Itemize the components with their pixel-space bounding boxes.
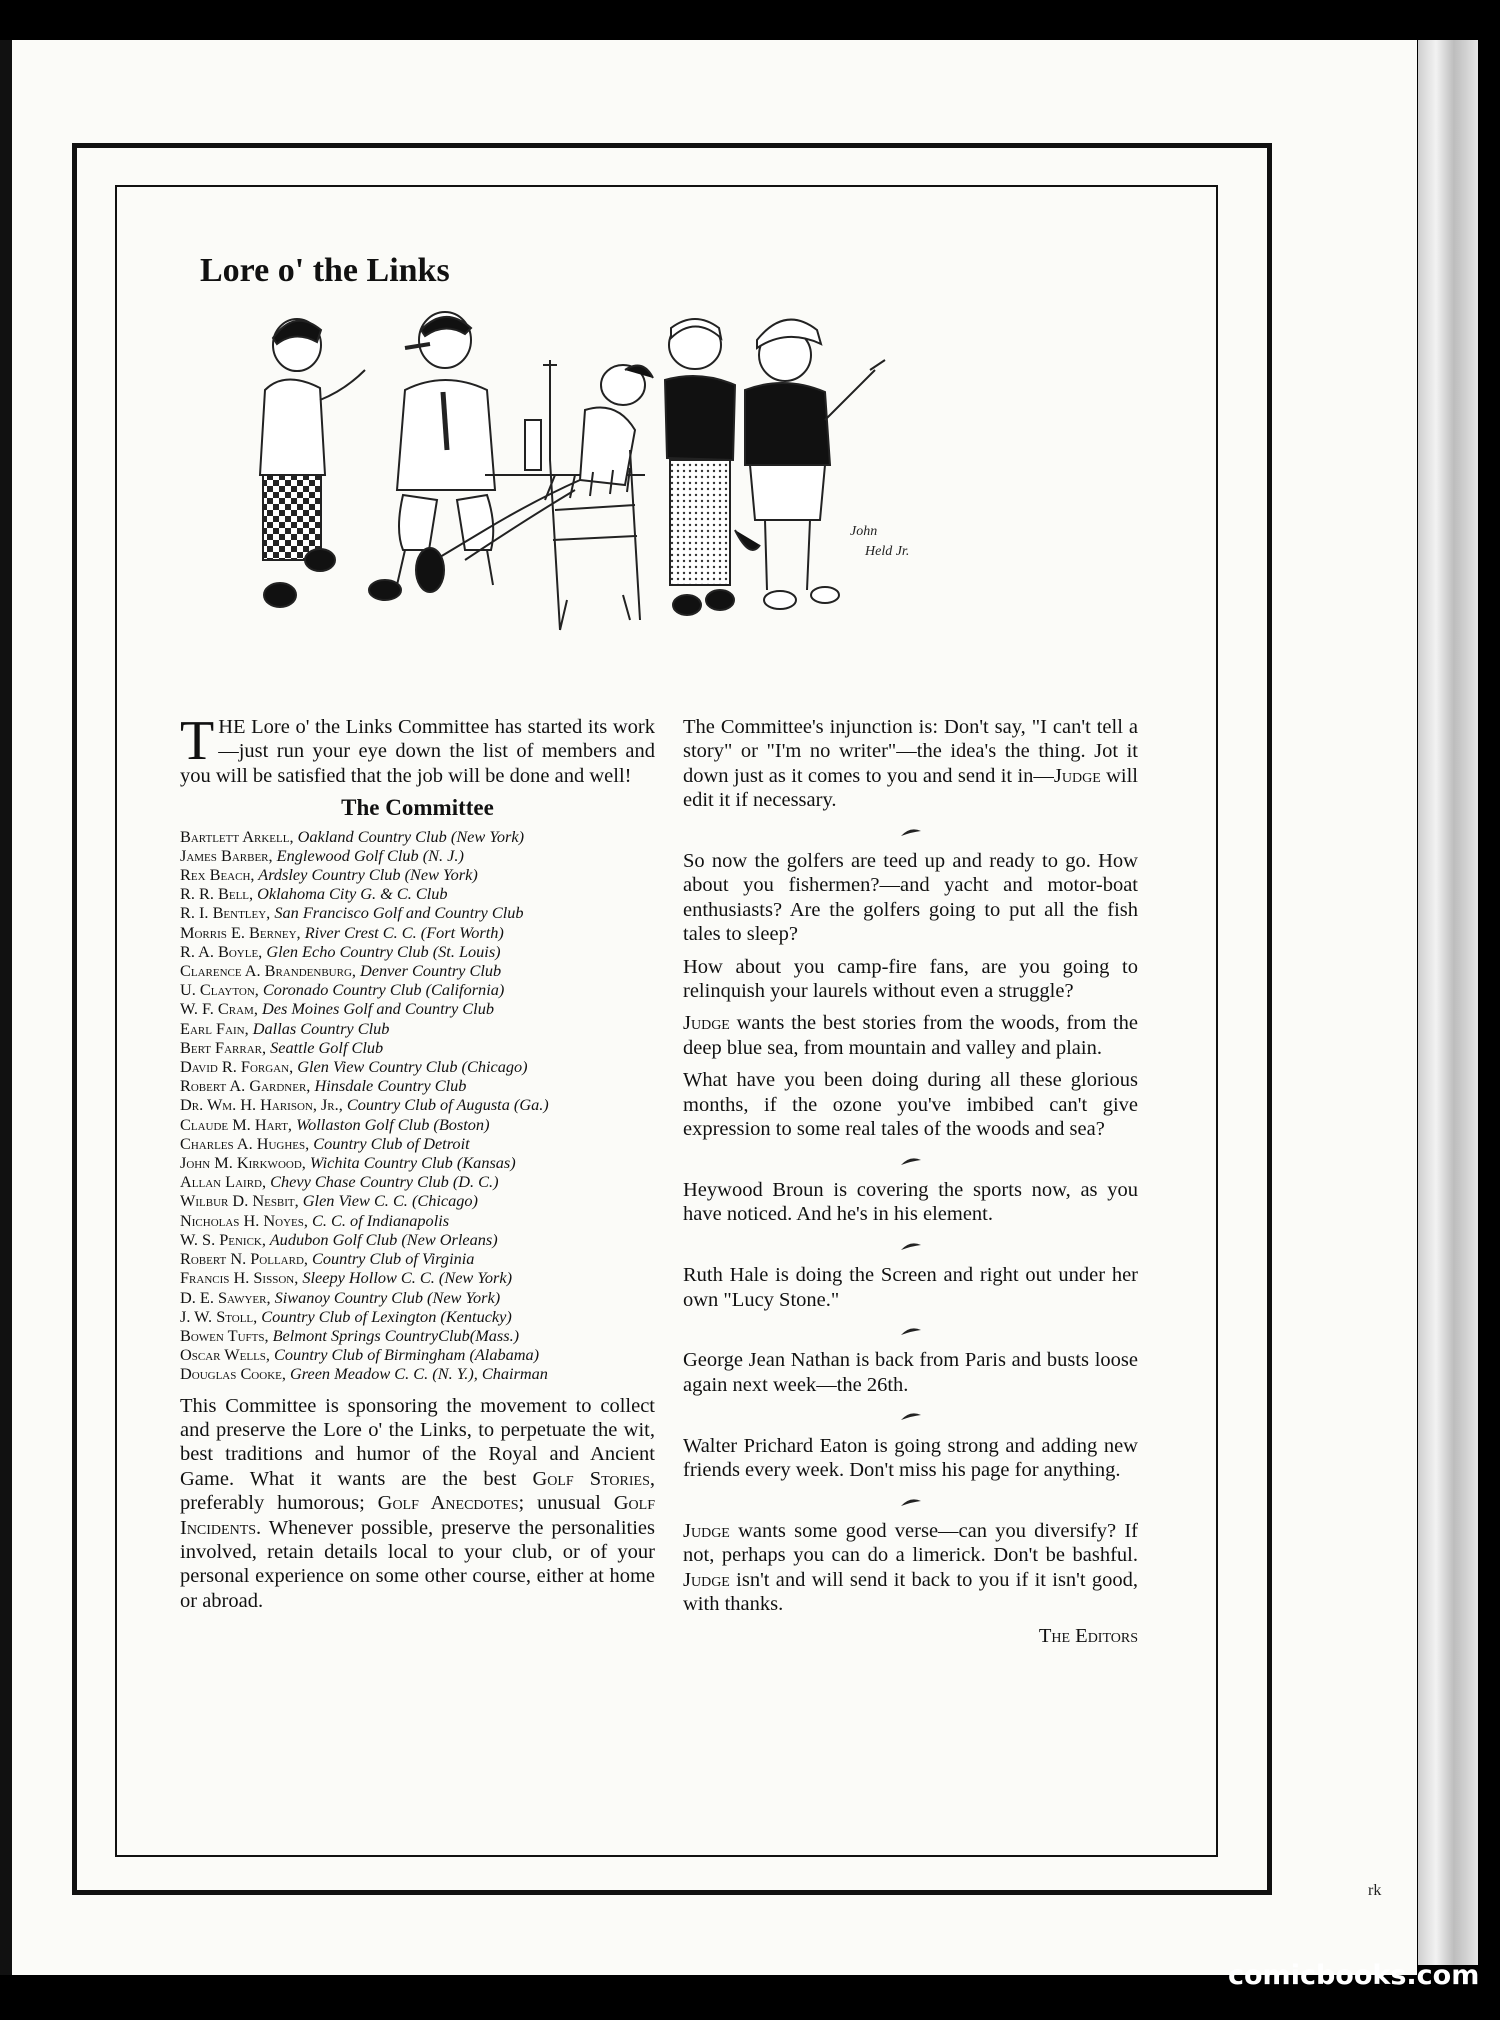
member-club: Country Club of Lexington (Kentucky) <box>257 1306 512 1326</box>
judge-name: Judge <box>683 1012 730 1035</box>
svg-text:John: John <box>850 524 878 539</box>
member-name: U. Clayton, <box>180 980 259 1000</box>
feather-ornament-icon <box>900 1157 922 1167</box>
committee-member <box>180 1038 655 1057</box>
committee-member <box>180 1191 655 1210</box>
committee-member <box>180 1172 655 1191</box>
member-name: Nicholas H. Noyes, <box>180 1210 308 1230</box>
member-name: John M. Kirkwood, <box>180 1153 306 1173</box>
committee-member <box>180 903 655 922</box>
intro-text: HE Lore o' the Links Committee has started its work—just run your eye down the list of members and you will be satisfied that the job will be done and well! <box>180 716 655 787</box>
committee-member <box>180 1153 655 1172</box>
member-club: Country Club of Birmingham (Alabama) <box>269 1345 540 1365</box>
member-club: Audubon Golf Club (New Orleans) <box>265 1229 498 1249</box>
ornament-divider <box>683 1405 1138 1429</box>
judge-name: Judge <box>683 1519 730 1542</box>
committee-member <box>180 884 655 903</box>
injunction-text-end: will edit it if necessary. <box>683 764 1138 812</box>
committee-member <box>180 1057 655 1076</box>
campfire-paragraph: How about you camp-fire fans, are you going to relinquish your laurels without even a struggle? <box>683 955 1138 1003</box>
golfers-cartoon-illustration <box>225 300 1105 700</box>
member-club: Seattle Golf Club <box>266 1037 384 1057</box>
member-club: Sleepy Hollow C. C. (New York) <box>298 1268 513 1288</box>
member-club: Englewood Golf Club (N. J.) <box>272 845 464 865</box>
member-club: C. C. of Indianapolis <box>307 1210 450 1230</box>
committee-member-list <box>180 827 655 1384</box>
member-club: Country Club of Virginia <box>307 1249 475 1269</box>
member-club: Oklahoma City G. & C. Club <box>253 884 448 904</box>
committee-member <box>180 1364 655 1383</box>
member-club: Belmont Springs CountryClub(Mass.) <box>268 1325 520 1345</box>
member-name: David R. Forgan, <box>180 1057 294 1077</box>
eaton-paragraph: Walter Prichard Eaton is going strong and adding new friends every week. Don't miss his page for anything. <box>683 1434 1138 1481</box>
committee-member <box>180 1115 655 1134</box>
member-name: Bowen Tufts, <box>180 1325 269 1345</box>
verse-text-end: isn't and will send it back to you if it isn't good, with thanks. <box>683 1568 1138 1615</box>
member-club: River Crest C. C. (Fort Worth) <box>300 922 504 942</box>
member-club: Glen View C. C. (Chicago) <box>298 1191 478 1211</box>
ornament-divider <box>683 821 1138 845</box>
sponsor-text-4: Whenever possible, preserve the personalities involved, retain details local to your club, or of your personal experience on some other course, either at home or abroad. <box>180 1516 655 1612</box>
member-name: Clarence A. Brandenburg, <box>180 961 356 981</box>
committee-member <box>180 1249 655 1268</box>
sponsor-text-2: preferably humorous; <box>180 1492 378 1515</box>
ornament-divider <box>683 1150 1138 1174</box>
member-club: Chevy Chase Country Club (D. C.) <box>266 1172 499 1192</box>
committee-member <box>180 1230 655 1249</box>
member-name: Earl Fain, <box>180 1018 249 1038</box>
committee-member <box>180 1019 655 1038</box>
page-edge-stack <box>1418 40 1478 1965</box>
member-name: Rex Beach, <box>180 865 255 885</box>
feather-ornament-icon <box>900 1327 922 1337</box>
sponsor-term-golf-anecdotes: Golf Anecdotes; <box>377 1492 525 1515</box>
member-club: Hinsdale Country Club <box>310 1076 467 1096</box>
committee-member <box>180 980 655 999</box>
feather-ornament-icon <box>900 1242 922 1252</box>
committee-member <box>180 1288 655 1307</box>
member-club: Dallas Country Club <box>248 1018 390 1038</box>
committee-member <box>180 1268 655 1287</box>
member-name: James Barber, <box>180 845 273 865</box>
drop-cap: T <box>180 710 215 772</box>
editors-signature: The Editors <box>1038 1625 1138 1648</box>
member-name: Charles A. Hughes, <box>180 1133 310 1153</box>
feather-ornament-icon <box>900 828 922 838</box>
member-name: Robert N. Pollard, <box>180 1249 308 1269</box>
sponsor-paragraph <box>180 1394 655 1614</box>
committee-member <box>180 1326 655 1345</box>
member-club: Country Club of Detroit <box>309 1133 470 1153</box>
committee-member <box>180 865 655 884</box>
committee-member <box>180 827 655 846</box>
member-name: W. S. Penick, <box>180 1229 266 1249</box>
member-name: Bartlett Arkell, <box>180 826 294 846</box>
committee-heading: The Committee <box>341 795 494 821</box>
sponsor-term-golf-stories: Golf Stories, <box>532 1467 656 1490</box>
member-club: Wollaston Golf Club (Boston) <box>292 1114 490 1134</box>
hale-paragraph: Ruth Hale is doing the Screen and right out under her own "Lucy Stone." <box>683 1264 1138 1311</box>
sponsor-text-1: This Committee is sponsoring the movement to collect and preserve the Lore o' the Links, to perpetuate the wit, best traditions and humor of the Royal and Ancient Game. What it wants are the best <box>180 1394 655 1490</box>
sponsor-text-3: unusual <box>524 1492 614 1515</box>
committee-member <box>180 1095 655 1114</box>
committee-member <box>180 942 655 961</box>
injunction-text: The Committee's injunction is: Don't say, "I can't tell a story" or "I'm no writer"—the idea's the thing. Jot it down just as it comes to you and send it in— <box>683 716 1138 787</box>
binding-spine <box>0 40 12 1975</box>
member-club: Wichita Country Club (Kansas) <box>305 1153 516 1173</box>
injunction-paragraph <box>683 715 1138 813</box>
member-club: San Francisco Golf and Country Club <box>270 903 524 923</box>
member-name: R. I. Bentley, <box>180 903 271 923</box>
committee-member <box>180 1076 655 1095</box>
feather-ornament-icon <box>900 1498 922 1508</box>
right-column <box>683 715 1138 1649</box>
member-club: Des Moines Golf and Country Club <box>257 999 494 1019</box>
member-club: Ardsley Country Club (New York) <box>254 865 478 885</box>
member-name: Allan Laird, <box>180 1172 267 1192</box>
committee-member <box>180 846 655 865</box>
member-club: Country Club of Augusta (Ga.) <box>342 1095 549 1115</box>
nathan-paragraph: George Jean Nathan is back from Paris and busts loose again next week—the 26th. <box>683 1349 1138 1396</box>
ozone-paragraph: What have you been doing during all these glorious months, if the ozone you've imbibed can't give expression to some real tales of the woods and sea? <box>683 1069 1138 1141</box>
woods-text: wants the best stories from the woods, from the deep blue sea, from mountain and valley and plain. <box>683 1012 1138 1059</box>
member-name: R. R. Bell, <box>180 884 254 904</box>
member-club: Coronado Country Club (California) <box>258 980 505 1000</box>
member-name: D. E. Sawyer, <box>180 1287 271 1307</box>
member-club: Green Meadow C. C. (N. Y.), Chairman <box>285 1364 548 1384</box>
member-name: Douglas Cooke, <box>180 1364 286 1384</box>
committee-member <box>180 1211 655 1230</box>
committee-member <box>180 999 655 1018</box>
adjacent-page-fragment: rk <box>1368 1882 1382 1899</box>
broun-paragraph: Heywood Broun is covering the sports now, as you have noticed. And he's in his element. <box>683 1178 1138 1226</box>
member-name: J. W. Stoll, <box>180 1306 258 1326</box>
member-name: Oscar Wells, <box>180 1345 270 1365</box>
member-name: Dr. Wm. H. Harison, Jr., <box>180 1095 343 1115</box>
ornament-divider <box>683 1490 1138 1514</box>
member-name: W. F. Cram, <box>180 999 258 1019</box>
sponsor-term-golf-incidents: Golf Incidents. <box>180 1492 655 1539</box>
woods-paragraph <box>683 1011 1138 1060</box>
member-name: Francis H. Sisson, <box>180 1268 299 1288</box>
ornament-divider <box>683 1320 1138 1344</box>
golfers-paragraph: So now the golfers are teed up and ready to go. How about you fishermen?—and yacht and motor-boat enthusiasts? Are the golfers going to put all the fish tales to sleep? <box>683 850 1138 946</box>
verse-paragraph <box>683 1519 1138 1617</box>
ornament-divider <box>683 1235 1138 1259</box>
member-club: Glen Echo Country Club (St. Louis) <box>262 941 501 961</box>
judge-name: Judge <box>1053 764 1101 787</box>
watermark: comicbooks.com <box>1228 1960 1480 1991</box>
member-club: Siwanoy Country Club (New York) <box>270 1287 501 1307</box>
member-name: Morris E. Berney, <box>180 922 301 942</box>
committee-member <box>180 961 655 980</box>
member-name: Claude M. Hart, <box>180 1114 292 1134</box>
intro-paragraph <box>180 710 655 788</box>
feather-ornament-icon <box>900 1412 922 1422</box>
member-club: Glen View Country Club (Chicago) <box>293 1057 528 1077</box>
committee-member <box>180 1307 655 1326</box>
committee-member <box>180 923 655 942</box>
page-title: Lore o' the Links <box>200 252 450 289</box>
left-column <box>180 710 656 1621</box>
member-name: R. A. Boyle, <box>180 941 263 961</box>
member-name: Bert Farrar, <box>180 1037 267 1057</box>
svg-text:Held Jr.: Held Jr. <box>865 544 910 559</box>
member-name: Robert A. Gardner, <box>180 1076 311 1096</box>
committee-member <box>180 1134 655 1153</box>
member-club: Oakland Country Club (New York) <box>293 826 525 846</box>
verse-text: wants some good verse—can you diversify? If not, perhaps you can do a limerick. Don't be bashful. <box>683 1519 1138 1567</box>
member-name: Wilbur D. Nesbit, <box>180 1191 299 1211</box>
judge-name: Judge <box>683 1568 730 1591</box>
committee-member <box>180 1345 655 1364</box>
member-club: Denver Country Club <box>355 961 502 981</box>
